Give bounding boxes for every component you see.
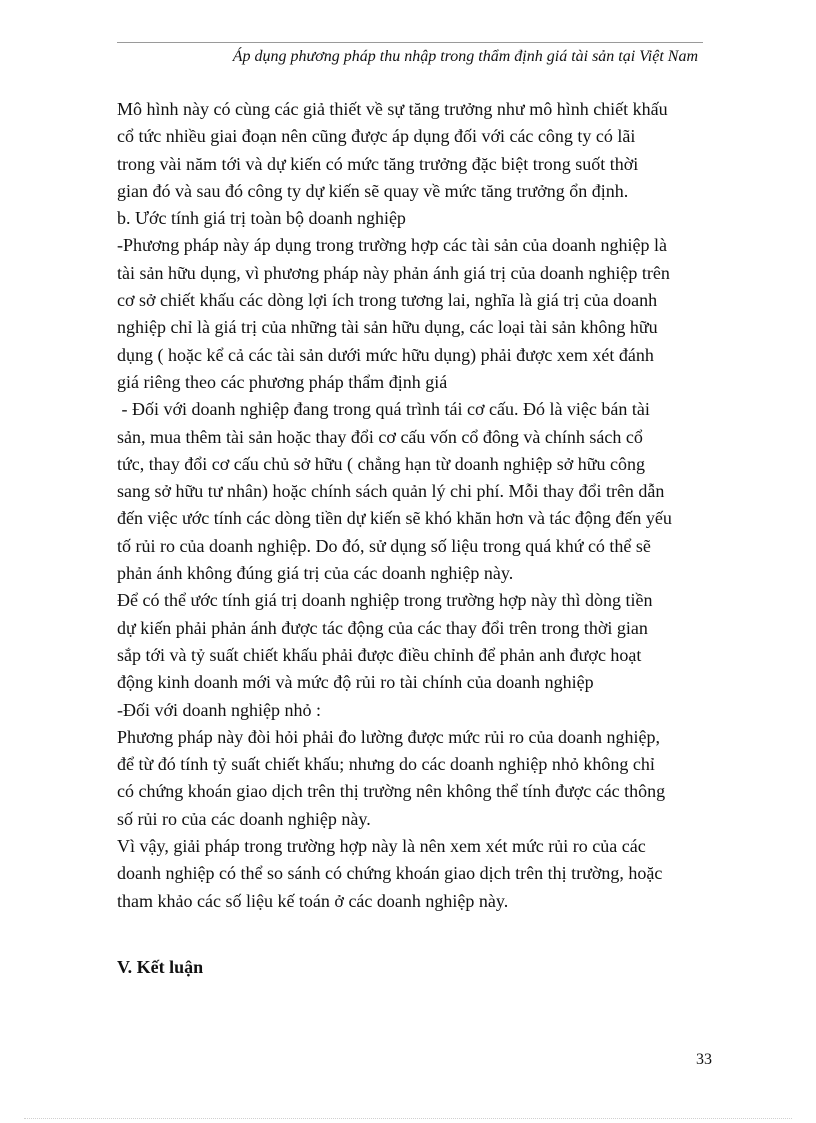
body-line: dự kiến phải phản ánh được tác động của các thay đổi trên trong thời gian (117, 617, 648, 638)
section-heading: V. Kết luận (117, 957, 204, 977)
body-line: cơ sở chiết khấu các dòng lợi ích trong tương lai, nghĩa là giá trị của doanh (117, 290, 658, 311)
body-line: đến việc ước tính các dòng tiền dự kiến sẽ khó khăn hơn và tác động đến yếu (117, 508, 672, 529)
body-line: tố rủi ro của doanh nghiệp. Do đó, sử dụng số liệu trong quá khứ có thể sẽ (117, 535, 651, 556)
body-line: trong vài năm tới và dự kiến có mức tăng trưởng đặc biệt trong suốt thời (117, 153, 639, 174)
body-line: - Đối với doanh nghiệp đang trong quá trình tái cơ cấu. Đó là việc bán tài (117, 399, 650, 420)
body-line: Vì vậy, giải pháp trong trường hợp này là nên xem xét mức rủi ro của các (117, 836, 646, 857)
header-rule (117, 42, 703, 43)
body-line: tức, thay đổi cơ cấu chủ sở hữu ( chẳng hạn từ doanh nghiệp sở hữu công (117, 453, 645, 474)
body-line: có chứng khoán giao dịch trên thị trường nên không thể tính được các thông (117, 781, 666, 802)
body-line: sắp tới và tỷ suất chiết khấu phải được điều chỉnh để phản anh được hoạt (117, 644, 642, 665)
body-line: phản ánh không đúng giá trị của các doanh nghiệp này. (117, 563, 514, 584)
body-line: -Phương pháp này áp dụng trong trường hợp các tài sản của doanh nghiệp là (117, 235, 667, 256)
body-line: giá riêng theo các phương pháp thẩm định giá (117, 371, 448, 392)
body-line: Phương pháp này đòi hỏi phải đo lường được mức rủi ro của doanh nghiệp, (117, 726, 660, 747)
body-line: sang sở hữu tư nhân) hoặc chính sách quản lý chi phí. Mỗi thay đổi trên dẫn (117, 481, 665, 502)
body-line: dụng ( hoặc kể cả các tài sản dưới mức hữu dụng) phải được xem xét đánh (117, 344, 654, 365)
subsection-heading: b. Ước tính giá trị toàn bộ doanh nghiệp (117, 208, 406, 229)
page-bottom-rule (24, 1118, 792, 1119)
body-line: Mô hình này có cùng các giả thiết về sự tăng trưởng như mô hình chiết khấu (117, 99, 668, 119)
body-line: để từ đó tính tỷ suất chiết khấu; nhưng do các doanh nghiệp nhỏ không chỉ (117, 754, 655, 775)
body-line: nghiệp chỉ là giá trị của những tài sản hữu dụng, các loại tài sản không hữu (117, 317, 658, 338)
body-line: Để có thể ước tính giá trị doanh nghiệp trong trường hợp này thì dòng tiền (117, 590, 653, 611)
running-header: Áp dụng phương pháp thu nhập trong thẩm định giá tài sản tại Việt Nam (232, 48, 698, 65)
body-line: gian đó và sau đó công ty dự kiến sẽ quay về mức tăng trưởng ổn định. (117, 180, 629, 201)
body-line: số rủi ro của các doanh nghiệp này. (117, 808, 371, 829)
body-line: tài sản hữu dụng, vì phương pháp này phản ánh giá trị của doanh nghiệp trên (117, 262, 670, 283)
body-line: tham khảo các số liệu kế toán ở các doanh nghiệp này. (117, 890, 509, 911)
body-text (117, 96, 717, 915)
body-line: sản, mua thêm tài sản hoặc thay đổi cơ cấu vốn cổ đông và chính sách cổ (117, 426, 643, 447)
page-number: 33 (696, 1051, 712, 1068)
body-line: doanh nghiệp có thể so sánh có chứng khoán giao dịch trên thị trường, hoặc (117, 863, 663, 884)
body-line: cổ tức nhiều giai đoạn nên cũng được áp dụng đối với các công ty có lãi (117, 126, 636, 147)
body-line: động kinh doanh mới và mức độ rủi ro tài chính của doanh nghiệp (117, 672, 594, 693)
body-line: -Đối với doanh nghiệp nhỏ : (117, 699, 321, 720)
